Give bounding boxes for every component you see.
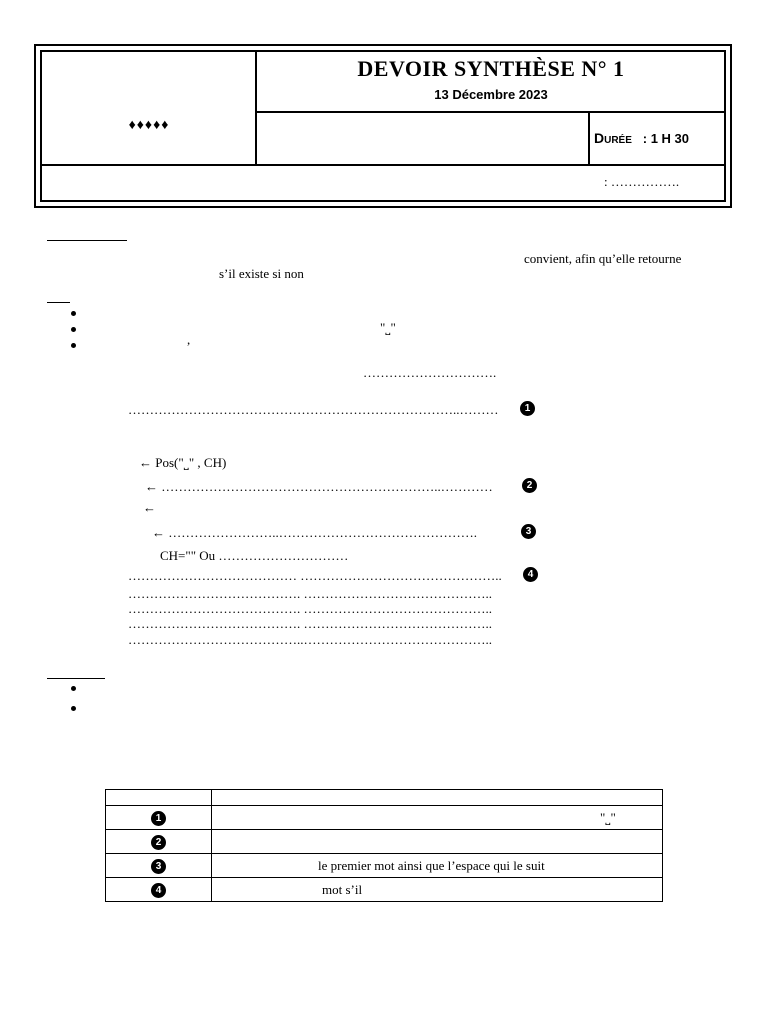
row-text-cell[interactable]	[212, 806, 663, 830]
name-field[interactable]: : …………….	[604, 174, 680, 189]
duration	[594, 130, 724, 146]
exercise-heading-underline	[47, 240, 127, 241]
row-number-cell	[106, 830, 212, 854]
section2-bullet-1	[71, 686, 76, 691]
blank-4c[interactable]: …………………………………. ……………………………………..	[128, 601, 492, 616]
row-marker-2: 2	[151, 835, 166, 850]
table-row	[106, 806, 663, 830]
blank-1[interactable]: …………………………………………………………………..………	[128, 402, 499, 417]
row-3-text: le premier mot ainsi que l’espace qui le suit	[318, 857, 545, 873]
exam-date: 13 Décembre 2023	[434, 87, 548, 102]
row-marker-3: 3	[151, 859, 166, 874]
diamond-ornament: ♦♦♦♦♦	[128, 118, 170, 133]
table-row	[106, 830, 663, 854]
subheading-underline	[47, 302, 70, 303]
pos-statement: ← Pos("˽" , CH)	[139, 455, 227, 470]
marker-3: 3	[521, 524, 536, 539]
blank-4e[interactable]: …………………………………..……………………………………..	[128, 632, 492, 647]
bullet-2	[71, 327, 76, 332]
condition-line[interactable]: CH="" Ou …………………………	[160, 548, 349, 563]
blank-4b[interactable]: …………………………………. ……………………………………..	[128, 586, 492, 601]
function-header-blank[interactable]: ………………………….	[363, 365, 497, 380]
intro-line2: s’il existe si non	[219, 266, 304, 281]
row-marker-1: 1	[151, 811, 166, 826]
marker-2: 2	[522, 478, 537, 493]
blank-4d[interactable]: …………………………………. ……………………………………..	[128, 616, 492, 631]
assign-arrow: ←	[143, 500, 156, 515]
marker-4: 4	[523, 567, 538, 582]
row-number-cell	[106, 854, 212, 878]
table-header-cell-1	[106, 790, 212, 806]
answer-table	[105, 789, 663, 902]
row-text-cell[interactable]	[212, 854, 663, 878]
row-text-cell[interactable]	[212, 878, 663, 902]
header-divider-left	[255, 52, 257, 166]
blank-3[interactable]: ← ……………………..……………………………………….	[152, 525, 477, 540]
table-row	[106, 854, 663, 878]
table-row	[106, 878, 663, 902]
duration-label: Durée	[594, 130, 632, 146]
row-4-text: mot s’il	[322, 881, 363, 897]
table-header-cell-2	[212, 790, 663, 806]
section2-bullet-2	[71, 706, 76, 711]
bullet-1	[71, 311, 76, 316]
header-divider-duree	[588, 113, 590, 166]
marker-1: 1	[520, 401, 535, 416]
section2-underline	[47, 678, 105, 679]
page-title: DEVOIR SYNTHÈSE N° 1	[357, 56, 625, 81]
table-header-row	[106, 790, 663, 806]
row-number-cell	[106, 878, 212, 902]
bullet-3	[71, 343, 76, 348]
row-text-cell[interactable]	[212, 830, 663, 854]
header-divider-bottom	[42, 164, 724, 166]
duration-value: : 1 H 30	[642, 131, 689, 146]
bullet-3-comma: ,	[187, 332, 191, 347]
header-divider-title	[257, 111, 724, 113]
row-marker-4: 4	[151, 883, 166, 898]
blank-2[interactable]: ← ………………………………………………………..…………	[145, 479, 493, 494]
blank-4a[interactable]: ………………………………… ………………………………………..	[128, 568, 502, 583]
row-1-text: "˽"	[600, 809, 616, 825]
row-number-cell	[106, 806, 212, 830]
intro-line1-right: convient, afin qu’elle retourne	[524, 251, 682, 266]
space-symbol: "˽"	[380, 320, 396, 335]
